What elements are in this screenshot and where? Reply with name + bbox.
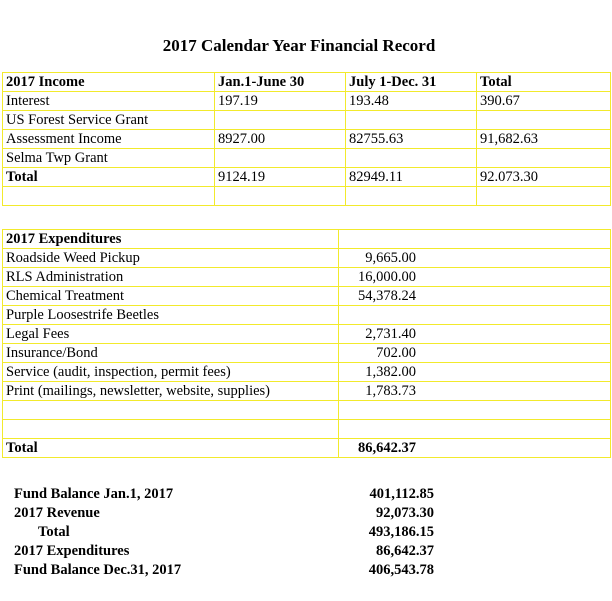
summary-label: Fund Balance Jan.1, 2017: [14, 486, 174, 502]
expenditure-amount: 1,382.00: [339, 363, 611, 382]
income-cell: Selma Twp Grant: [3, 149, 215, 168]
income-cell: [346, 111, 477, 130]
summary-row: [14, 504, 434, 523]
expenditures-total-label: Total: [3, 439, 339, 458]
income-cell: Assessment Income: [3, 130, 215, 149]
income-header-cell: July 1-Dec. 31: [346, 73, 477, 92]
income-cell: 390.67: [477, 92, 611, 111]
summary-row: [14, 561, 434, 580]
expenditures-table: [2, 229, 611, 458]
income-table: [2, 72, 611, 206]
expenditure-label: Insurance/Bond: [3, 344, 339, 363]
expenditure-label: RLS Administration: [3, 268, 339, 287]
blank-cell: [3, 187, 215, 206]
summary-label: Total: [38, 524, 70, 540]
income-cell: US Forest Service Grant: [3, 111, 215, 130]
income-header-cell: Jan.1-June 30: [215, 73, 346, 92]
summary-row: [14, 523, 434, 542]
summary-row: [14, 485, 434, 504]
blank-cell: [3, 401, 339, 420]
expenditure-amount: 9,665.00: [339, 249, 611, 268]
page-title: 2017 Calendar Year Financial Record: [162, 36, 436, 55]
summary-row: [14, 542, 434, 561]
expenditure-label: Legal Fees: [3, 325, 339, 344]
summary-label: Fund Balance Dec.31, 2017: [14, 562, 182, 578]
income-row: [3, 92, 611, 111]
blank-cell: [477, 187, 611, 206]
summary-value: 86,642.37: [376, 543, 434, 559]
expenditure-amount: 2,731.40: [339, 325, 611, 344]
income-row: [3, 130, 611, 149]
income-cell: [215, 149, 346, 168]
income-cell: [346, 149, 477, 168]
income-cell: 197.19: [215, 92, 346, 111]
summary-value: 493,186.15: [368, 524, 434, 540]
expenditure-row: [3, 306, 611, 325]
expenditure-row: [3, 325, 611, 344]
income-header-cell: Total: [477, 73, 611, 92]
income-cell: [477, 149, 611, 168]
summary-value: 92,073.30: [376, 505, 434, 521]
income-cell: 193.48: [346, 92, 477, 111]
expenditure-label: Roadside Weed Pickup: [3, 249, 339, 268]
summary-value: 406,543.78: [368, 562, 434, 578]
expenditure-label: Purple Loosestrife Beetles: [3, 306, 339, 325]
expenditure-row: [3, 287, 611, 306]
income-cell: 82755.63: [346, 130, 477, 149]
income-cell: [215, 111, 346, 130]
income-header-row: [3, 73, 611, 92]
income-total-row: [3, 168, 611, 187]
expenditure-row: [3, 344, 611, 363]
income-row: [3, 111, 611, 130]
income-blank-row: [3, 187, 611, 206]
blank-cell: [339, 230, 611, 249]
income-cell: 91,682.63: [477, 130, 611, 149]
income-cell: Total: [3, 168, 215, 187]
blank-cell: [339, 420, 611, 439]
summary-label: 2017 Expenditures: [14, 543, 130, 559]
blank-cell: [339, 401, 611, 420]
expenditures-header: 2017 Expenditures: [3, 230, 339, 249]
expenditures-total-value: 86,642.37: [339, 439, 611, 458]
expenditure-blank-row: [3, 420, 611, 439]
income-cell: Interest: [3, 92, 215, 111]
expenditure-row: [3, 249, 611, 268]
expenditure-row: [3, 268, 611, 287]
expenditure-amount: 1,783.73: [339, 382, 611, 401]
income-cell: [477, 111, 611, 130]
summary-value: 401,112.85: [369, 486, 434, 502]
income-cell: 92.073.30: [477, 168, 611, 187]
expenditure-row: [3, 382, 611, 401]
expenditure-blank-row: [3, 401, 611, 420]
expenditure-amount: 702.00: [339, 344, 611, 363]
blank-cell: [215, 187, 346, 206]
expenditure-label: Chemical Treatment: [3, 287, 339, 306]
expenditure-row: [3, 363, 611, 382]
income-cell: 8927.00: [215, 130, 346, 149]
expenditure-amount: 16,000.00: [339, 268, 611, 287]
summary-label: 2017 Revenue: [14, 505, 100, 521]
expenditure-amount: 54,378.24: [339, 287, 611, 306]
expenditure-label: Print (mailings, newsletter, website, supplies): [3, 382, 339, 401]
blank-cell: [3, 420, 339, 439]
income-row: [3, 149, 611, 168]
income-header-cell: 2017 Income: [3, 73, 215, 92]
expenditures-header-row: [3, 230, 611, 249]
expenditure-label: Service (audit, inspection, permit fees): [3, 363, 339, 382]
income-cell: 82949.11: [346, 168, 477, 187]
blank-cell: [346, 187, 477, 206]
income-cell: 9124.19: [215, 168, 346, 187]
fund-summary: [14, 485, 434, 580]
expenditure-amount: [339, 306, 611, 325]
expenditures-total-row: [3, 439, 611, 458]
